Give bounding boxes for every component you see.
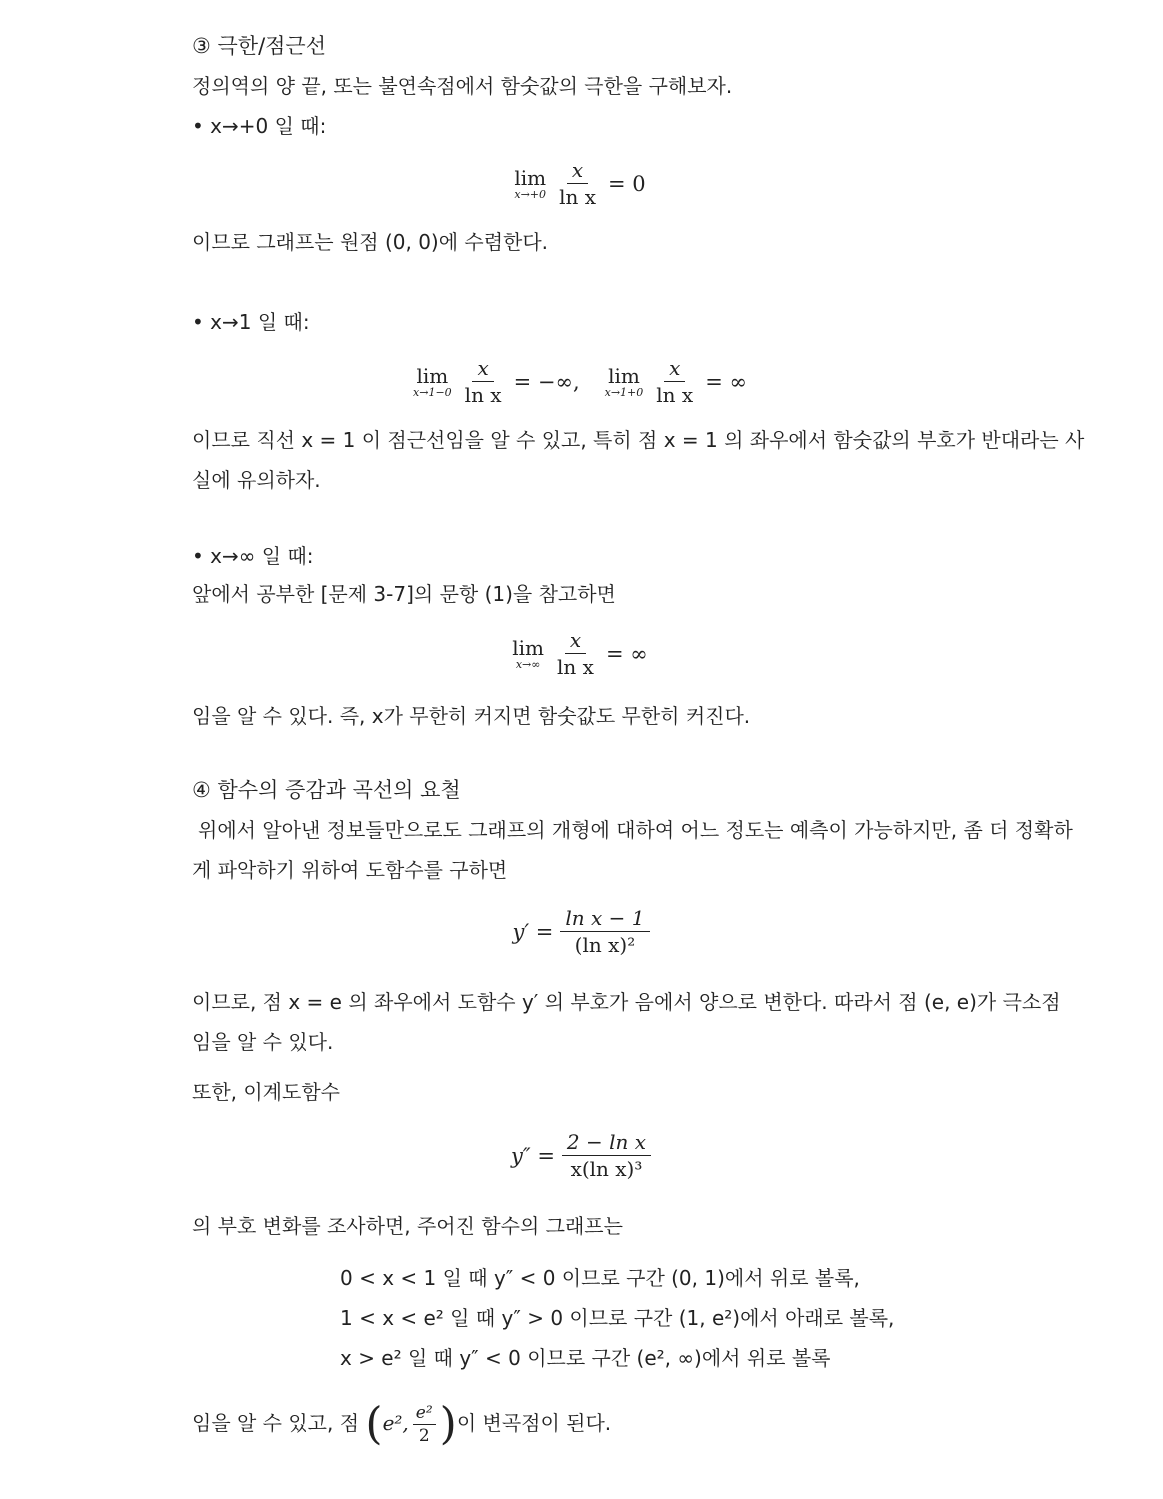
text-converge-origin: 이므로 그래프는 원점 (0, 0)에 수렴한다.: [192, 230, 549, 254]
bullet-x-to-plus0: • x→+0 일 때:: [192, 114, 327, 138]
limit-eq-plus0: lim x→+0 $\frac{x}{\text{ln x}}$ = 0: [514, 158, 646, 209]
limit-eq-infinity: lim x→∞ $\frac{x}{\text{ln x}}$ = ∞: [512, 628, 648, 679]
text-grows-infinitely: 임을 알 수 있다. 즉, x가 무한히 커지면 함숫값도 무한히 커진다.: [192, 704, 751, 728]
section-4-intro-line1: 위에서 알아낸 정보들만으로도 그래프의 개형에 대하여 어느 정도는 예측이 가능하지만, 좀 더 정확하: [198, 818, 1073, 842]
text-asymptote-line1: 이므로 직선 x = 1 이 점근선임을 알 수 있고, 특히 점 x = 1 의 좌우에서 함숫값의 부호가 반대라는 사: [192, 428, 1085, 452]
text-local-min-line2: 임을 알 수 있다.: [192, 1030, 334, 1054]
text-sign-change: 의 부호 변화를 조사하면, 주어진 함수의 그래프는: [192, 1214, 623, 1238]
bullet-x-to-1: • x→1 일 때:: [192, 310, 310, 334]
section-3-title: ③ 극한/점근선: [192, 34, 327, 58]
concavity-case-2: 1 < x < e² 일 때 y″ > 0 이므로 구간 (1, e²)에서 아래로 볼록,: [340, 1306, 895, 1330]
section-4-title: ④ 함수의 증감과 곡선의 요철: [192, 778, 461, 802]
limit-eq-x-to-1: lim x→1−0 $\frac{x}{\text{ln x}}$ = −∞, lim x→1+0 $\frac{x}{\text{ln x}}$ = ∞: [413, 356, 747, 407]
bullet-x-to-infinity: • x→∞ 일 때:: [192, 544, 314, 568]
second-derivative-eq: y″ = $\frac{\text{2 − ln x}}{\text{x(ln x)³}}$: [0, 1130, 1163, 1181]
section-3-intro: 정의역의 양 끝, 또는 불연속점에서 함숫값의 극한을 구해보자.: [192, 74, 733, 98]
text-local-min-line1: 이므로, 점 x = e 의 좌우에서 도함수 y′ 의 부호가 음에서 양으로 변한다. 따라서 점 (e, e)가 극소점: [192, 990, 1061, 1014]
text-asymptote-line2: 실에 유의하자.: [192, 468, 321, 492]
section-4-intro-line2: 게 파악하기 위하여 도함수를 구하면: [192, 858, 508, 882]
text-second-derivative: 또한, 이계도함수: [192, 1080, 340, 1104]
first-derivative-eq: y′ = $\frac{\text{ln x − 1}}{\text{(ln x)²}}$: [0, 906, 1163, 957]
concavity-case-1: 0 < x < 1 일 때 y″ < 0 이므로 구간 (0, 1)에서 위로 볼록,: [340, 1266, 860, 1290]
text-inflection-point: 임을 알 수 있고, 점 (e², $\frac{\text{e²}}{2}$ )이 변곡점이 된다.: [192, 1398, 612, 1450]
text-refer-problem: 앞에서 공부한 [문제 3-7]의 문항 (1)을 참고하면: [192, 582, 616, 606]
concavity-case-3: x > e² 일 때 y″ < 0 이므로 구간 (e², ∞)에서 위로 볼록: [340, 1346, 831, 1370]
